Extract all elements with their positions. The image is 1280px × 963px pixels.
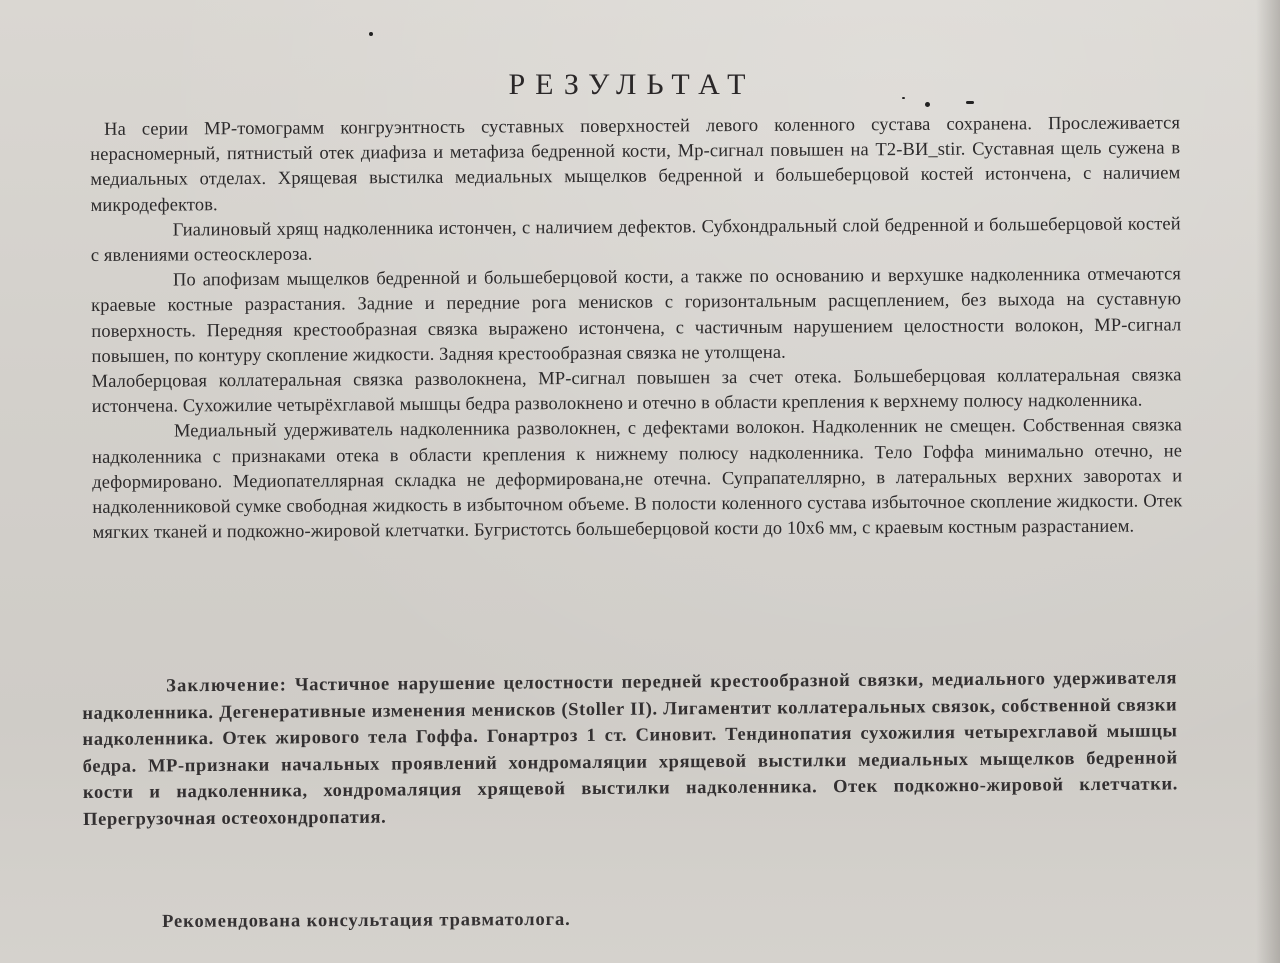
conclusion-block [82, 665, 1178, 833]
report-body [90, 111, 1183, 546]
conclusion-label: Заключение: [166, 675, 288, 697]
report-paragraph: Медиальный удерживатель надколенника разволокнен, с дефектами волокон. Надколенник не смещен. Собственная связка надколенника с признаками отека в области крепления к нижнему полюсу надколенника. Тело Гоффа минимально отечно, не деформировано. Медиопателлярная складка не деформирована,не отечна. Супрапателлярно, в латеральных верхних заворотах и надколенниковой сумке свободная жидкость в избыточном объеме. В полости коленного сустава избыточное скопление жидкости. Отек мягких тканей и подкожно-жировой клетчатки. Бугристотсь большеберцовой кости до 10х6 мм, с краевым костным разрастанием. [92, 415, 1183, 544]
page-title: РЕЗУЛЬТАТ [508, 68, 756, 102]
page-edge-shadow [1256, 0, 1280, 963]
recommendation: Рекомендована консультация травматолога. [162, 909, 571, 932]
ink-speck [369, 32, 373, 36]
report-paragraph: По апофизам мыщелков бедренной и большеберцовой кости, а также по основанию и верхушке надколенника отмечаются краевые костные разрастания. Задние и передние рога менисков с горизонтальным расщеплением, без выхода на суставную поверхность. Передняя крестообразная связка выражено истончена, с частичным нарушением целостности волокон, МР-сигнал повышен, по контуру скопление жидкости. Задняя крестообразная связка не утолщена. [91, 264, 1182, 367]
report-paragraph: Гиалиновый хрящ надколенника истончен, с наличием дефектов. Субхондральный слой бедренной и большеберцовой костей с явлениями остеосклероза. [90, 214, 1181, 267]
conclusion-text: Частичное нарушение целостности передней крестообразной связки, медиального удерживателя надколенника. Дегенеративные изменения менисков (Stoller II). Лигаментит коллатеральных связок, собственной связки надколенника. Отек жирового тела Гоффа. Гонартроз 1 ст. Синовит. Тендинопатия сухожилия четырехглавой мышцы бедра. МР-признаки начальных проявлений хондромаляции хрящевой выстилки медиальных мыщелков бедренной кости и надколенника, хондромаляция хрящевой выстилки надколенника. Отек подкожно-жировой клетчатки. Перегрузочная остеохондропатия. [82, 668, 1178, 830]
report-paragraph: Малоберцовая коллатеральная связка разволокнена, МР-сигнал повышен за счет отека. Большеберцовая коллатеральная связка истончена. Сухожилие четырёхглавой мышцы бедра разволокнено и отечно в области крепления к верхнему полюсу надколенника. [91, 365, 1182, 418]
ink-speck [925, 102, 930, 107]
report-paragraph: На серии МР-томограмм конгруэнтность суставных поверхностей левого коленного сустава сохранена. Прослеживается нерасномерный, пятнистый отек диафиза и метафиза бедренной кости, Мр-сигнал повышен на Т2-ВИ_stir. Суставная щель сужена в медиальных отделах. Хрящевая выстилка медиальных мыщелков бедренной и большеберцовой костей истончена, с наличием микродефектов. [90, 113, 1181, 216]
